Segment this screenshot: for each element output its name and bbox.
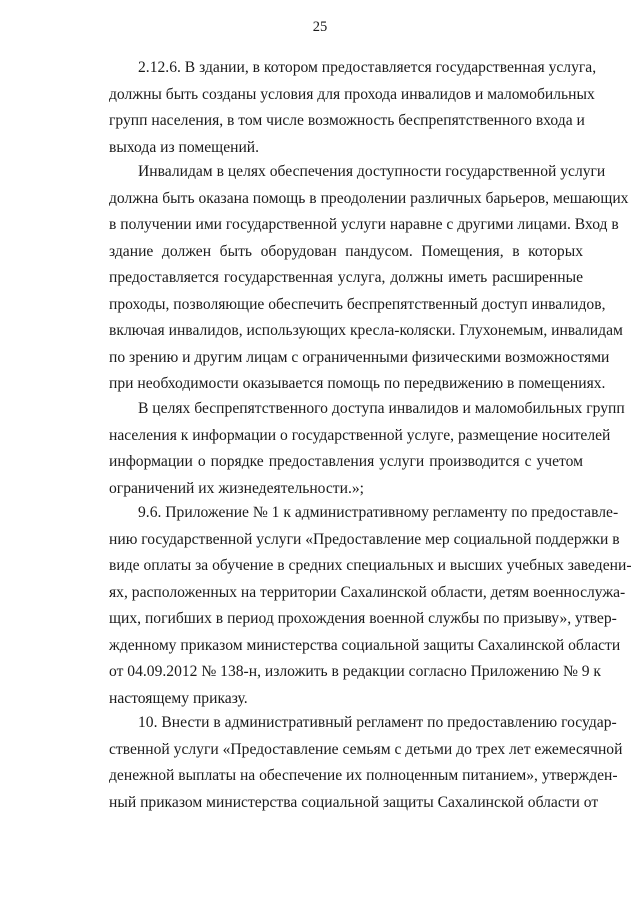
paragraph-2-12-6 [109,55,597,161]
text-line: предоставляется государственная услуга, должны иметь расширенные [109,269,583,286]
text-line: в получении ими государственной услуги наравне с другими лицами. Вход в [109,216,619,233]
paragraph-information-access [109,396,625,502]
text-line: проходы, позволяющие обеспечить беспрепятственный доступ инвалидов, [109,295,606,313]
page-number: 25 [312,19,328,35]
text-line: Инвалидам в целях обеспечения доступности государственной услуги [138,163,606,180]
text-line: ограничений их жизнедеятельности.»; [109,479,364,497]
text-line: ях, расположенных на территории Сахалинской области, детям военнослужа- [109,583,626,601]
text-line: должна быть оказана помощь в преодолении различных барьеров, мешающих [109,189,629,207]
paragraph-10 [109,710,623,816]
text-line: групп населения, в том числе возможность беспрепятственного входа и [109,112,585,129]
text-line: должны быть созданы условия для прохода инвалидов и маломобильных [109,85,595,103]
text-line: выхода из помещений. [109,138,260,156]
text-line: денежной выплаты на обеспечение их полноценным питанием», утвержден- [109,767,618,784]
text-line: щих, погибших в период прохождения военной службы по призыву», утвер- [109,610,617,627]
text-line: ственной услуги «Предоставление семьям с детьми до трех лет ежемесячной [109,740,623,758]
text-line: 2.12.6. В здании, в котором предоставляется государственная услуга, [138,59,597,76]
text-line: 10. Внести в административный регламент по предоставлению государ- [138,714,617,731]
paragraph-9-6 [109,500,632,712]
text-line: населения к информации о государственной услуге, размещение носителей [109,426,611,444]
text-line: от 04.09.2012 № 138-н, изложить в редакции согласно Приложению № 9 к [109,663,602,680]
text-line: информации о порядке предоставления услуги производится с учетом [109,453,583,470]
text-line: ный приказом министерства социальной защиты Сахалинской области от [109,793,599,811]
text-line: при необходимости оказывается помощь по передвижению в помещениях. [109,375,606,392]
text-line: настоящему приказу. [109,689,248,707]
text-line: включая инвалидов, использующих кресла-коляски. Глухонемым, инвалидам [109,322,623,339]
text-line: виде оплаты за обучение в средних специальных и высших учебных заведени- [109,557,632,574]
text-line: В целях беспрепятственного доступа инвалидов и маломобильных групп [138,400,625,417]
text-line: 9.6. Приложение № 1 к административному регламенту по предоставле- [138,504,619,521]
text-line: здание должен быть оборудован пандусом. Помещения, в которых [109,242,583,260]
text-line: нию государственной услуги «Предоставление мер социальной поддержки в [109,530,620,548]
text-line: жденному приказом министерства социальной защиты Сахалинской области [109,636,621,654]
text-line: по зрению и другим лицам с ограниченными физическими возможностями [109,348,610,366]
paragraph-disabled-assistance [109,159,629,398]
